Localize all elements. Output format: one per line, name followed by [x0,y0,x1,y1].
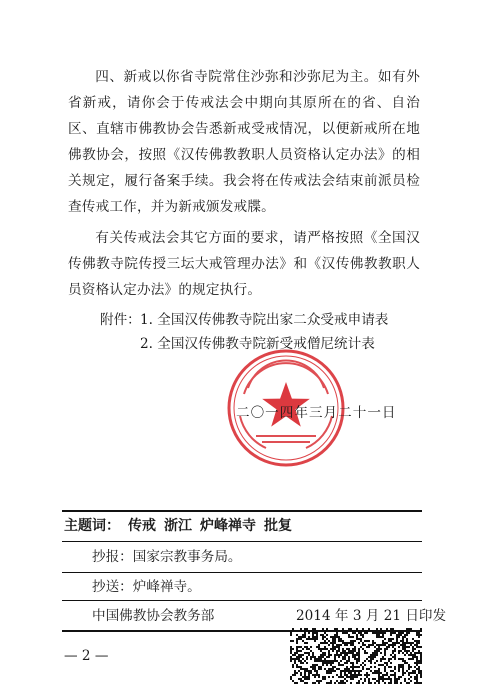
page-number: — 2 — [64,648,109,664]
subject-term-3: 炉峰禅寺 [200,518,256,534]
cc-report-line: 抄报：国家宗教事务局。 [92,549,242,565]
cc-send-line: 抄送：炉峰禅寺。 [92,579,201,595]
issuer: 中国佛教协会教务部 [92,608,215,624]
footer-rule-top [62,510,422,512]
attachment-item-1: 1. 全国汉传佛教寺院出家二众受戒申请表 [140,312,389,328]
subject-terms-line [64,513,300,539]
signature-date: 二〇一四年三月二十一日 [236,405,397,421]
attachment-item-2: 2. 全国汉传佛教寺院新受戒僧尼统计表 [140,336,375,352]
subject-term-4: 批复 [264,518,292,534]
subject-term-1: 传戒 [128,518,156,534]
subject-term-2: 浙江 [164,518,192,534]
footer-rule [62,572,422,573]
paragraph-4: 四、新戒以你省寺院常住沙弥和沙弥尼为主。如有外省新戒，请你会于传戒法会中期向其原所在的省、自治区、直辖市佛教协会告悉新戒受戒情况，以便新戒所在地佛教协会，按照《汉传佛教教职人员资格认定办法》的相关规定，履行备案手续。我会将在传戒法会结束前派员检查传戒工作，并为新戒颁发戒牒。 [68,69,420,215]
subject-label: 主题词： [64,518,120,534]
paragraph-5: 有关传戒法会其它方面的要求，请严格按照《全国汉传佛教寺院传授三坛大戒管理办法》和《汉传佛教教职人员资格认定办法》的规定执行。 [68,230,420,298]
barcode-image [290,628,422,684]
footer-rule [62,541,422,542]
attachments-label: 附件： [100,312,141,328]
issue-date: 2014 年 3 月 21 日印发 [296,608,447,624]
footer-rule [62,600,422,601]
